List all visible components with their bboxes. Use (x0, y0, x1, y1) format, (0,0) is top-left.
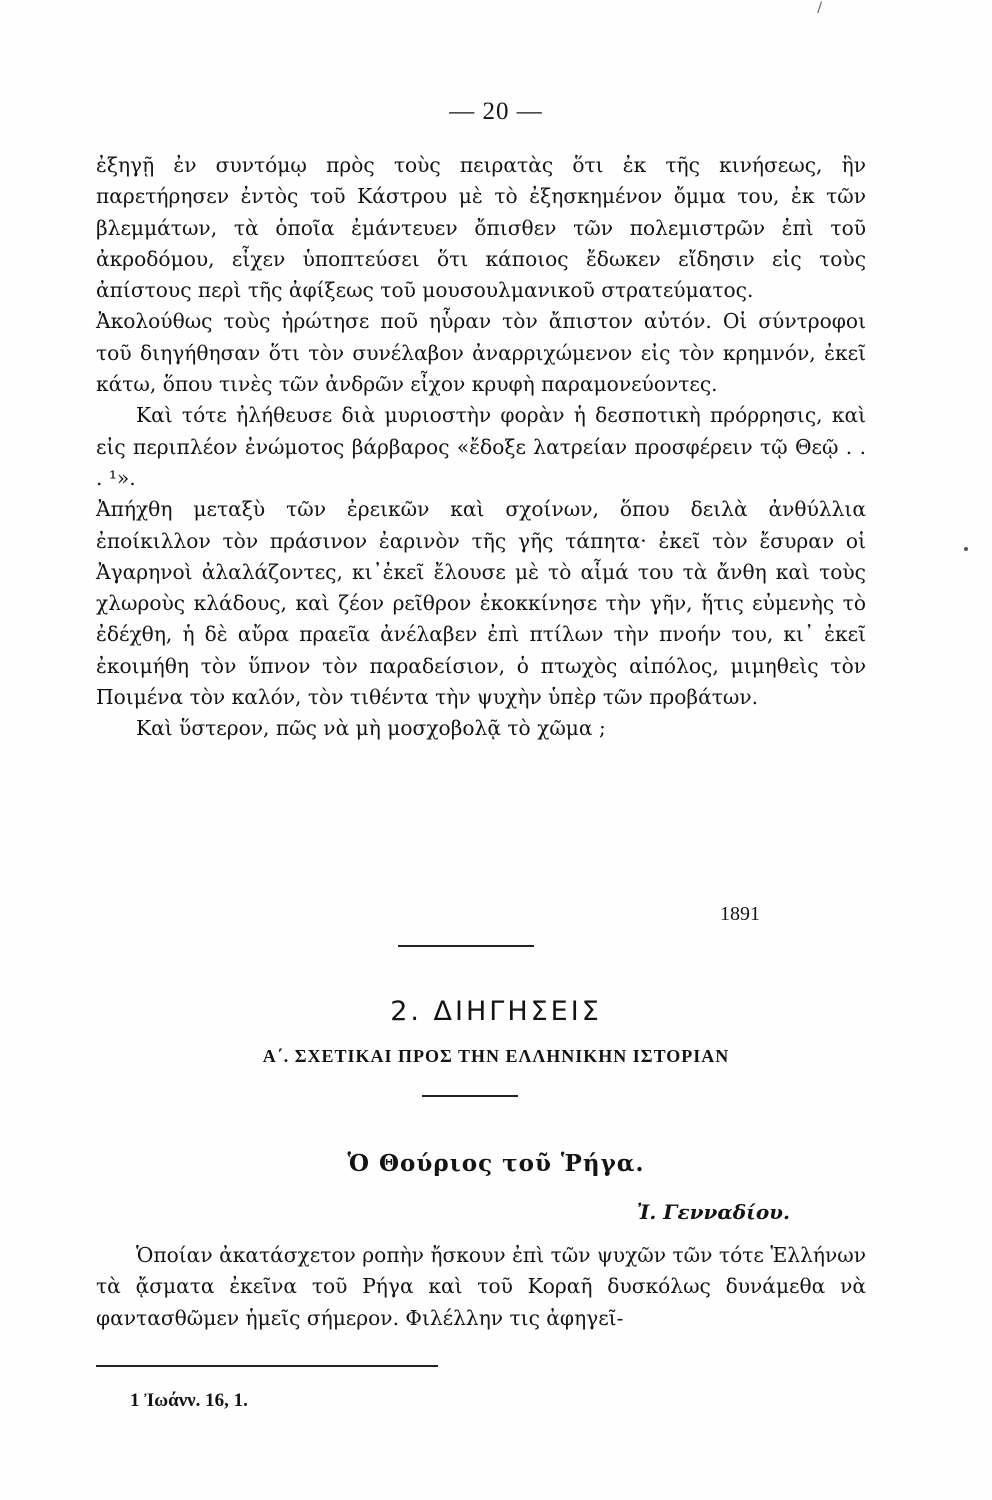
piece-title: Ὁ Θούριος τοῦ Ῥήγα. (347, 1150, 645, 1177)
footnote-rule (96, 1365, 438, 1367)
corner-mark: / (817, 0, 822, 16)
paragraph-1: ἐξηγῇ ἐν συντόμῳ πρὸς τοὺς πειρατὰς ὅτι ἐκ τῆς κινήσεως, ἣν παρετήρησεν ἐντὸς τοῦ Κάστρου μὲ τὸ ἐξησκημένον ὄμμα του, ἐκ τῶν βλεμμάτων, τὰ ὁποῖα ἐμάντευεν ὄπισθεν τῶν πολεμιστρῶν ἐπὶ τοῦ ἀκροδόμου, εἶχεν ὑποπτεύσει ὅτι κάποιος ἔδωκεν εἴδησιν εἰς τοὺς ἀπίστους περὶ τῆς ἀφίξεως τοῦ μουσουλμανικοῦ στρατεύματος. (96, 153, 866, 303)
body-text (96, 150, 866, 745)
section-title: 2. ΔΙΗΓΗΣΕΙΣ (390, 996, 602, 1027)
piece-paragraph: Ὁποίαν ἀκατάσχετον ροπὴν ἤσκουν ἐπὶ τῶν ψυχῶν τῶν τότε Ἑλλήνων τὰ ᾄσματα ἐκεῖνα τοῦ Ρήγα καὶ τοῦ Κοραῆ δυσκόλως δυνάμεθα νὰ φαντασθῶμεν ἡμεῖς σήμερον. Φιλέλλην τις ἀφηγεῖ- (96, 1243, 866, 1330)
section-subtitle: Α΄. ΣΧΕΤΙΚΑΙ ΠΡΟΣ ΤΗΝ ΕΛΛΗΝΙΚΗΝ ΙΣΤΟΡΙΑΝ (262, 1046, 730, 1066)
paragraph-4: Ἀπήχθη μεταξὺ τῶν ἐρεικῶν καὶ σχοίνων, ὅπου δειλὰ ἀνθύλλια ἐποίκιλλον τὸν πράσινον ἐαρινὸν τῆς γῆς τάπητα· ἐκεῖ τὸν ἔσυραν οἱ Ἀγαρηνοὶ ἀλαλάζοντες, κι᾿ἐκεῖ ἔλουσε μὲ τὸ αἷμά του τὰ ἄνθη καὶ τοὺς χλωροὺς κλάδους, καὶ ζέον ρεῖθρον ἐκοκκίνησε τὴν γῆν, ἥτις εὐμενὴς τὸ ἐδέχθη, ἡ δὲ αὔρα πραεῖα ἀνέλαβεν ἐπὶ πτίλων τὴν πνοήν του, κι᾿ ἐκεῖ ἐκοιμήθη τὸν ὕπνον τὸν παραδείσιον, ὁ πτωχὸς αἰπόλος, μιμηθεὶς τὸν Ποιμένα τὸν καλόν, τὸν τιθέντα τὴν ψυχὴν ὑπὲρ τῶν προβάτων. (96, 497, 866, 710)
divider-upper (398, 945, 534, 947)
page-number: — 20 — (449, 98, 543, 125)
footnote: 1 Ἰωάνν. 16, 1. (130, 1390, 248, 1411)
paragraph-2: Ἀκολούθως τοὺς ἠρώτησε ποῦ ηὗραν τὸν ἄπιστον αὐτόν. Οἱ σύντροφοι τοῦ διηγήθησαν ὅτι τὸν συνέλαβον ἀναρριχώμενον εἰς τὸν κρημνόν, ἐκεῖ κάτω, ὅπου τινὲς τῶν ἀνδρῶν εἶχον κρυφὴ παραμονεύοντες. (96, 309, 866, 397)
ink-spot (964, 547, 968, 551)
year-date: 1891 (720, 903, 760, 925)
paragraph-5: Καὶ ὕστερον, πῶς νὰ μὴ μοσχοβολᾷ τὸ χῶμα ; (136, 716, 606, 741)
piece-author: Ἰ. Γενναδίου. (636, 1200, 790, 1224)
paragraph-3: Καὶ τότε ἠλήθευσε διὰ μυριοστὴν φορὰν ἡ δεσποτικὴ πρόρρησις, καὶ εἰς περιπλέον ἐνώμοτος βάρβαρος «ἔδοξε λατρείαν προσφέρειν τῷ Θεῷ . . . ¹». (96, 403, 866, 490)
divider-lower (422, 1095, 518, 1097)
piece-text (96, 1240, 866, 1334)
